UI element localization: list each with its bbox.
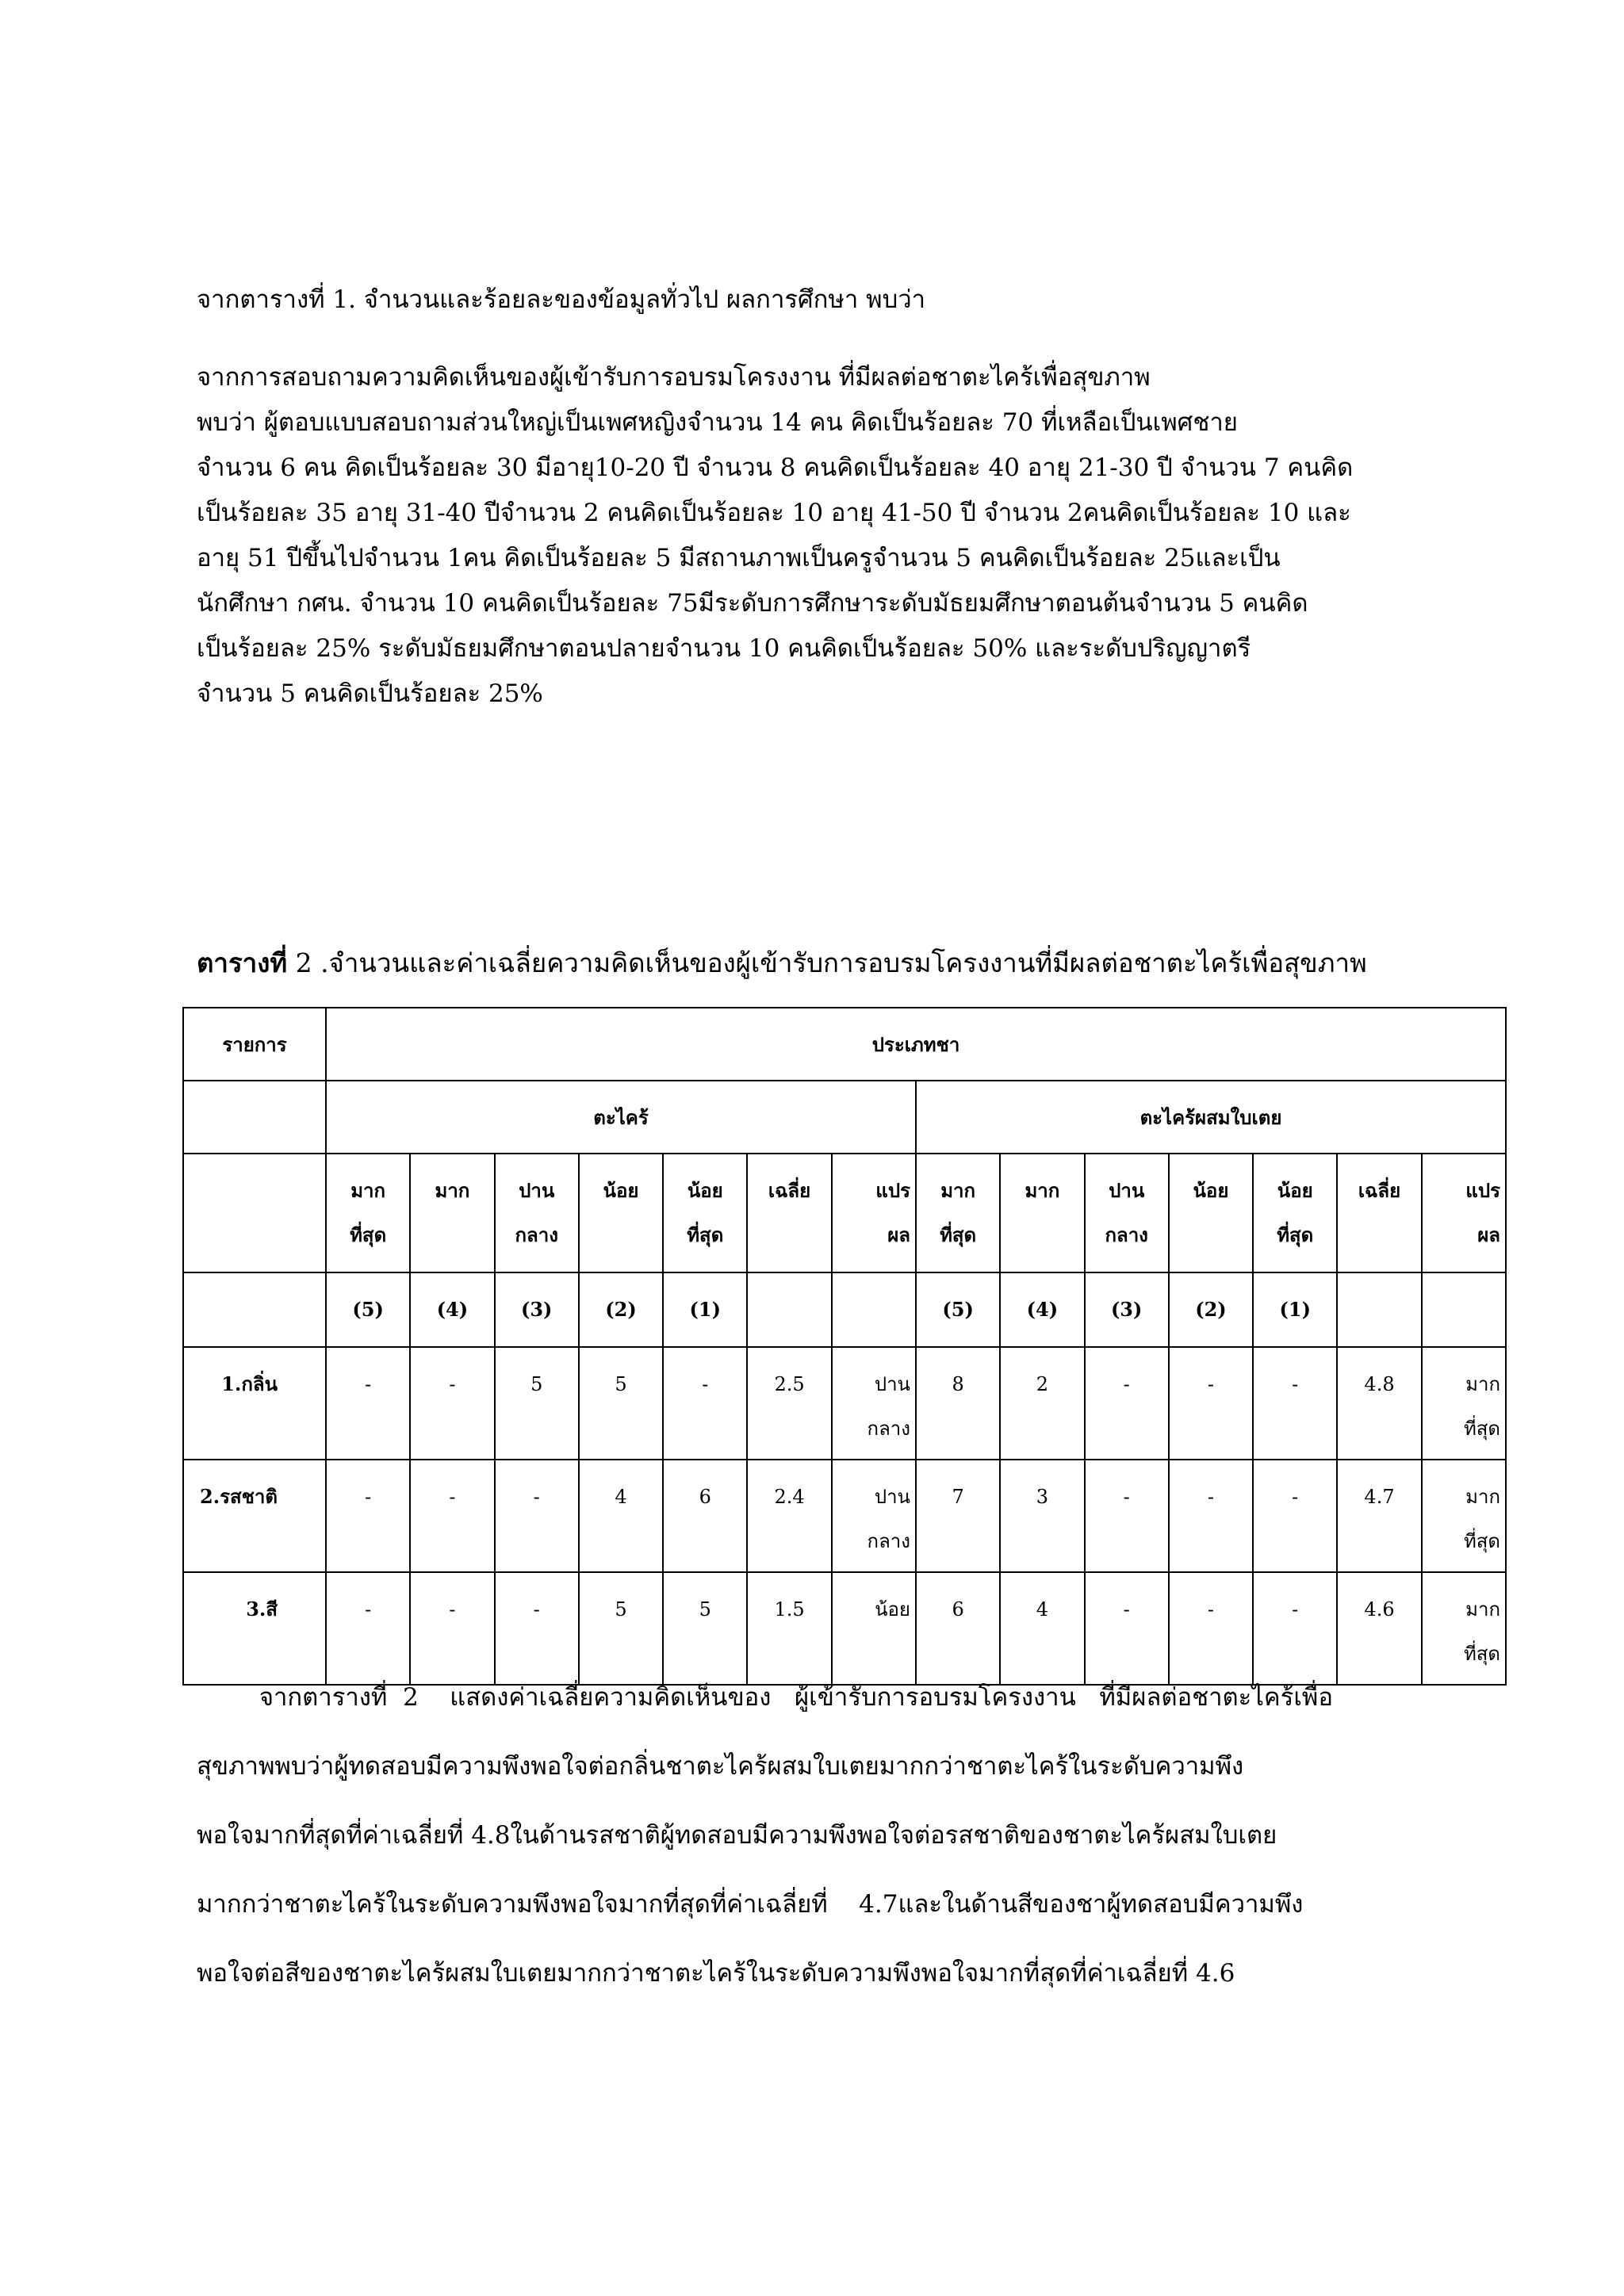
data-cell: - xyxy=(663,1347,747,1460)
scale-cell: มาก xyxy=(1000,1154,1084,1272)
conclusion-line: พอใจมากที่สุดที่ค่าเฉลี่ยที่ 4.8ในด้านรสชาติผู้ทดสอบมีความพึงพอใจต่อรสชาติของชาตะไคร้ผสมใบเตย xyxy=(197,1821,1277,1850)
data-cell: 1.5 xyxy=(747,1572,831,1685)
intro-line: เป็นร้อยละ 25% ระดับมัธยมศึกษาตอนปลายจำนวน 10 คนคิดเป็นร้อยละ 50% และระดับปริญญาตรี xyxy=(197,634,1251,663)
data-cell: 6 xyxy=(916,1572,1000,1685)
scale-cell: มาก ที่สุด xyxy=(326,1154,410,1272)
intro-line: นักศึกษา กศน. จำนวน 10 คนคิดเป็นร้อยละ 75มีระดับการศึกษาระดับมัธยมศึกษาตอนต้นจำนวน 5 คนคิด xyxy=(197,589,1308,618)
scale-number: (4) xyxy=(1000,1272,1084,1347)
data-cell: 5 xyxy=(579,1572,663,1685)
conclusion-line: สุขภาพพบว่าผู้ทดสอบมีความพึงพอใจต่อกลิ่นชาตะไคร้ผสมใบเตยมากกว่าชาตะไคร้ในระดับความพึง xyxy=(197,1752,1244,1781)
interpretation-cell: มาก ที่สุด xyxy=(1422,1347,1506,1460)
data-cell: 8 xyxy=(916,1347,1000,1460)
row-label: 1.กลิ่น xyxy=(183,1347,326,1460)
data-cell: - xyxy=(410,1347,494,1460)
data-cell: - xyxy=(326,1347,410,1460)
data-cell: 2.5 xyxy=(747,1347,831,1460)
table-header-row xyxy=(183,1008,1506,1081)
data-cell: - xyxy=(1085,1572,1169,1685)
conclusion-line: มากกว่าชาตะไคร้ในระดับความพึงพอใจมากที่สุดที่ค่าเฉลี่ยที่ 4.7และในด้านสีของชาผู้ทดสอบมีความพึง xyxy=(197,1890,1304,1919)
scale-number-row xyxy=(183,1272,1506,1347)
data-cell: - xyxy=(326,1460,410,1572)
interpretation-cell: ปาน กลาง xyxy=(832,1460,916,1572)
scale-number xyxy=(1422,1272,1506,1347)
group-lemongrass-header: ตะไคร้ xyxy=(326,1081,916,1154)
intro-line: จำนวน 6 คน คิดเป็นร้อยละ 30 มีอายุ10-20 ปี จำนวน 8 คนคิดเป็นร้อยละ 40 อายุ 21-30 ปี จำนวน 7 คนคิด xyxy=(197,453,1354,482)
scale-number: (5) xyxy=(326,1272,410,1347)
intro-paragraph xyxy=(197,355,1434,717)
scale-cell: มาก ที่สุด xyxy=(916,1154,1000,1272)
data-cell: 6 xyxy=(663,1460,747,1572)
scale-cell: ปาน กลาง xyxy=(495,1154,579,1272)
data-cell: 5 xyxy=(663,1572,747,1685)
data-cell: - xyxy=(410,1460,494,1572)
intro-heading xyxy=(197,279,1434,320)
scale-number: (2) xyxy=(579,1272,663,1347)
table-row xyxy=(183,1460,1506,1572)
data-cell: 4.7 xyxy=(1337,1460,1421,1572)
scale-cell: แปร ผล xyxy=(832,1154,916,1272)
conclusion-line: พอใจต่อสีของชาตะไคร้ผสมใบเตยมากกว่าชาตะไคร้ในระดับความพึงพอใจมากที่สุดที่ค่าเฉลี่ยที่ 4.6 xyxy=(197,1959,1235,1988)
scale-number: (5) xyxy=(916,1272,1000,1347)
interpretation-cell: มาก ที่สุด xyxy=(1422,1572,1506,1685)
empty-cell xyxy=(183,1272,326,1347)
data-cell: - xyxy=(495,1460,579,1572)
conclusion-paragraph xyxy=(197,1663,1434,2008)
data-cell: - xyxy=(1253,1460,1337,1572)
data-cell: 2 xyxy=(1000,1347,1084,1460)
data-cell: - xyxy=(1085,1347,1169,1460)
data-cell: - xyxy=(1169,1347,1253,1460)
intro-heading-text: จากตารางที่ 1. จำนวนและร้อยละของข้อมูลทั่วไป ผลการศึกษา พบว่า xyxy=(197,285,926,314)
table-caption xyxy=(197,942,1367,984)
data-cell: 5 xyxy=(579,1347,663,1460)
empty-cell xyxy=(183,1154,326,1272)
data-cell: 7 xyxy=(916,1460,1000,1572)
satisfaction-table xyxy=(182,1007,1507,1686)
interpretation-cell: น้อย xyxy=(832,1572,916,1685)
scale-cell: น้อย xyxy=(579,1154,663,1272)
scale-number: (1) xyxy=(663,1272,747,1347)
data-cell: 5 xyxy=(495,1347,579,1460)
intro-line: จำนวน 5 คนคิดเป็นร้อยละ 25% xyxy=(197,679,543,708)
scale-number: (3) xyxy=(495,1272,579,1347)
scale-cell: น้อย xyxy=(1169,1154,1253,1272)
scale-number: (3) xyxy=(1085,1272,1169,1347)
data-cell: - xyxy=(1169,1572,1253,1685)
row-label: 2.รสชาติ xyxy=(183,1460,326,1572)
scale-cell: แปร ผล xyxy=(1422,1154,1506,1272)
intro-line: จากการสอบถามความคิดเห็นของผู้เข้ารับการอบรมโครงงาน ที่มีผลต่อชาตะไคร้เพื่อสุขภาพ xyxy=(197,363,1151,392)
scale-cell: เฉลี่ย xyxy=(747,1154,831,1272)
group-lemongrass-pandan-header: ตะไคร้ผสมใบเตย xyxy=(916,1081,1506,1154)
intro-line: อายุ 51 ปีขึ้นไปจำนวน 1คน คิดเป็นร้อยละ 5 มีสถานภาพเป็นครูจำนวน 5 คนคิดเป็นร้อยละ 25และเป็น xyxy=(197,544,1281,572)
data-cell: 4 xyxy=(1000,1572,1084,1685)
data-cell: 4 xyxy=(579,1460,663,1572)
scale-header-row xyxy=(183,1154,1506,1272)
intro-line: เป็นร้อยละ 35 อายุ 31-40 ปีจำนวน 2 คนคิดเป็นร้อยละ 10 อายุ 41-50 ปี จำนวน 2คนคิดเป็นร้อยละ 10 และ xyxy=(197,499,1351,527)
data-cell: - xyxy=(1253,1347,1337,1460)
table-row xyxy=(183,1347,1506,1460)
data-cell: 4.8 xyxy=(1337,1347,1421,1460)
scale-cell: เฉลี่ย xyxy=(1337,1154,1421,1272)
scale-number xyxy=(832,1272,916,1347)
scale-number: (1) xyxy=(1253,1272,1337,1347)
data-cell: 3 xyxy=(1000,1460,1084,1572)
data-cell: 2.4 xyxy=(747,1460,831,1572)
table-caption-text: 2 .จำนวนและค่าเฉลี่ยความคิดเห็นของผู้เข้ารับการอบรมโครงงานที่มีผลต่อชาตะไคร้เพื่อสุขภาพ xyxy=(287,947,1367,978)
scale-cell: มาก xyxy=(410,1154,494,1272)
scale-cell: ปาน กลาง xyxy=(1085,1154,1169,1272)
data-cell: - xyxy=(410,1572,494,1685)
data-cell: - xyxy=(495,1572,579,1685)
data-cell: - xyxy=(326,1572,410,1685)
tea-type-header: ประเภทชา xyxy=(326,1008,1506,1081)
data-cell: - xyxy=(1253,1572,1337,1685)
interpretation-cell: ปาน กลาง xyxy=(832,1347,916,1460)
group-header-row xyxy=(183,1081,1506,1154)
empty-cell xyxy=(183,1081,326,1154)
scale-cell: น้อย ที่สุด xyxy=(1253,1154,1337,1272)
scale-number xyxy=(747,1272,831,1347)
scale-cell: น้อย ที่สุด xyxy=(663,1154,747,1272)
data-cell: - xyxy=(1085,1460,1169,1572)
scale-number xyxy=(1337,1272,1421,1347)
row-label: 3.สี xyxy=(183,1572,326,1685)
data-cell: - xyxy=(1169,1460,1253,1572)
scale-number: (4) xyxy=(410,1272,494,1347)
conclusion-line: จากตารางที่ 2 แสดงค่าเฉลี่ยความคิดเห็นของ ผู้เข้ารับการอบรมโครงงาน ที่มีผลต่อชาตะไคร้เพื่อ xyxy=(197,1683,1333,1712)
scale-number: (2) xyxy=(1169,1272,1253,1347)
interpretation-cell: มาก ที่สุด xyxy=(1422,1460,1506,1572)
table-caption-label: ตารางที่ xyxy=(197,947,288,978)
intro-line: พบว่า ผู้ตอบแบบสอบถามส่วนใหญ่เป็นเพศหญิงจำนวน 14 คน คิดเป็นร้อยละ 70 ที่เหลือเป็นเพศชาย xyxy=(197,408,1238,437)
data-cell: 4.6 xyxy=(1337,1572,1421,1685)
item-header: รายการ xyxy=(183,1008,326,1081)
